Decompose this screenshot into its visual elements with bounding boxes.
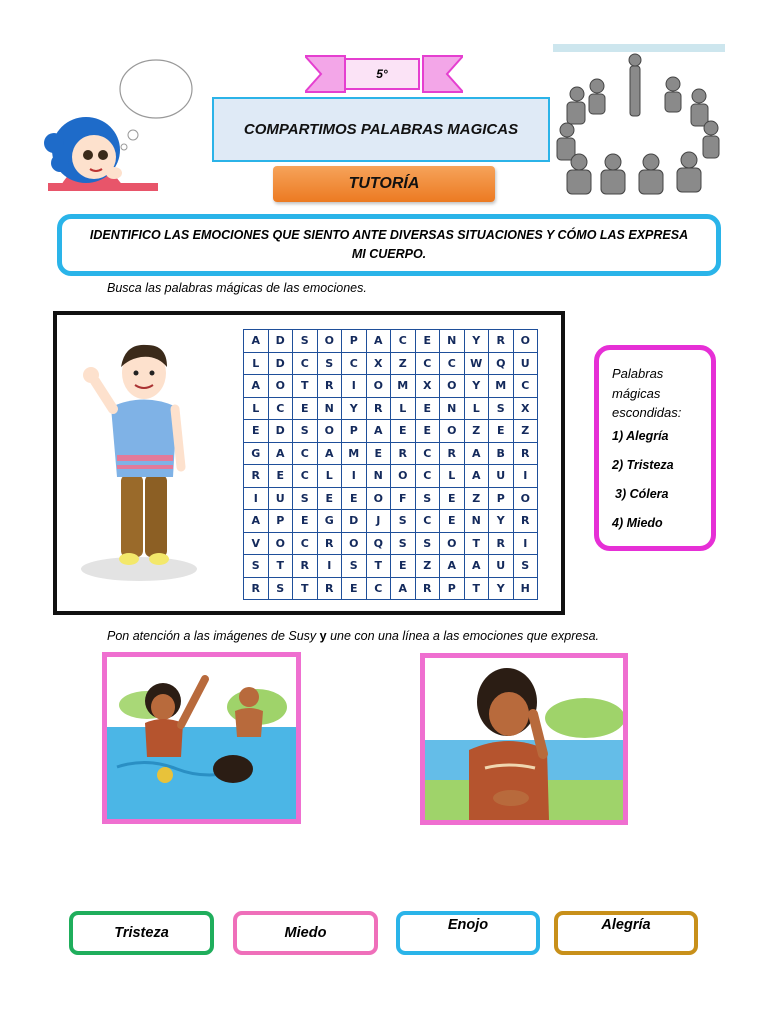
word-search-cell: O xyxy=(366,487,391,510)
word-search-cell: P xyxy=(489,487,514,510)
word-search-cell: I xyxy=(513,465,538,488)
emotion-option-tristeza[interactable] xyxy=(69,911,214,955)
susy-crying-picture xyxy=(420,653,628,825)
word-search-cell: A xyxy=(366,330,391,353)
hidden-word-colera: 3) Cólera xyxy=(615,486,669,501)
word-search-cell: R xyxy=(489,532,514,555)
word-search-cell: A xyxy=(464,442,489,465)
word-search-cell: S xyxy=(391,510,416,533)
girl-thinking-illustration xyxy=(38,55,214,195)
word-search-cell: E xyxy=(293,510,318,533)
emotion-option-miedo[interactable] xyxy=(233,911,378,955)
word-search-cell: Q xyxy=(489,352,514,375)
word-search-cell: R xyxy=(366,397,391,420)
word-search-cell: D xyxy=(268,420,293,443)
word-search-cell: A xyxy=(464,465,489,488)
word-search-cell: P xyxy=(342,420,367,443)
word-search-cell: Z xyxy=(391,352,416,375)
word-search-cell: X xyxy=(513,397,538,420)
word-search-cell: Y xyxy=(489,577,514,600)
word-search-row xyxy=(244,555,538,578)
word-search-cell: N xyxy=(440,397,465,420)
word-search-cell: S xyxy=(293,487,318,510)
word-search-cell: O xyxy=(268,532,293,555)
word-search-cell: R xyxy=(489,330,514,353)
word-search-cell: E xyxy=(268,465,293,488)
word-search-cell: C xyxy=(293,465,318,488)
word-search-cell: C xyxy=(268,397,293,420)
word-search-cell: U xyxy=(268,487,293,510)
word-search-row xyxy=(244,397,538,420)
word-search-cell: S xyxy=(513,555,538,578)
susy-swimming-picture xyxy=(102,652,301,824)
hidden-word-tristeza: 2) Tristeza xyxy=(612,457,674,472)
word-search-cell: C xyxy=(415,352,440,375)
word-search-cell: S xyxy=(293,420,318,443)
word-search-cell: O xyxy=(513,330,538,353)
instruction-match-part1: Pon atención a las imágenes de Susy xyxy=(107,629,320,643)
word-search-cell: E xyxy=(415,397,440,420)
word-search-cell: E xyxy=(415,420,440,443)
word-search-row xyxy=(244,442,538,465)
word-search-cell: L xyxy=(440,465,465,488)
word-search-cell: A xyxy=(366,420,391,443)
word-search-cell: S xyxy=(342,555,367,578)
word-search-cell: S xyxy=(317,352,342,375)
word-search-cell: A xyxy=(244,330,269,353)
word-search-row xyxy=(244,510,538,533)
word-search-cell: R xyxy=(317,375,342,398)
word-search-cell: O xyxy=(440,375,465,398)
word-search-cell: E xyxy=(415,330,440,353)
objective-box: IDENTIFICO LAS EMOCIONES QUE SIENTO ANTE DIVERSAS SITUACIONES Y CÓMO LAS EXPRESA MI CUERPO. xyxy=(57,214,721,276)
word-search-cell: A xyxy=(244,375,269,398)
word-search-cell: P xyxy=(440,577,465,600)
word-search-cell: V xyxy=(244,532,269,555)
word-search-cell: U xyxy=(489,465,514,488)
word-search-cell: O xyxy=(342,532,367,555)
word-search-cell: O xyxy=(513,487,538,510)
word-search-row xyxy=(244,465,538,488)
word-search-cell: E xyxy=(317,487,342,510)
instruction-match-bold: y xyxy=(319,629,327,643)
word-search-row xyxy=(244,375,538,398)
word-search-cell: A xyxy=(244,510,269,533)
word-search-cell: E xyxy=(366,442,391,465)
word-search-row xyxy=(244,330,538,353)
word-search-cell: J xyxy=(366,510,391,533)
word-search-cell: C xyxy=(513,375,538,398)
children-circle-illustration xyxy=(553,44,725,200)
word-search-cell: P xyxy=(268,510,293,533)
word-search-cell: D xyxy=(342,510,367,533)
word-search-cell: S xyxy=(489,397,514,420)
word-search-cell: E xyxy=(391,555,416,578)
word-search-cell: Z xyxy=(415,555,440,578)
word-search-cell: E xyxy=(293,397,318,420)
boy-illustration xyxy=(69,337,219,587)
hidden-word-miedo: 4) Miedo xyxy=(612,515,663,530)
word-search-cell: S xyxy=(268,577,293,600)
word-search-row xyxy=(244,532,538,555)
word-search-cell: E xyxy=(391,420,416,443)
word-search-cell: R xyxy=(317,532,342,555)
word-search-cell: X xyxy=(415,375,440,398)
word-search-cell: E xyxy=(342,487,367,510)
word-search-cell: O xyxy=(366,375,391,398)
word-search-cell: Q xyxy=(366,532,391,555)
word-search-cell: T xyxy=(293,577,318,600)
word-search-cell: C xyxy=(293,442,318,465)
word-search-cell: Y xyxy=(464,330,489,353)
word-search-row xyxy=(244,420,538,443)
word-search-cell: W xyxy=(464,352,489,375)
word-search-cell: D xyxy=(268,352,293,375)
instruction-match-part2: une con una línea a las emociones que expresa. xyxy=(326,629,599,643)
word-search-cell: T xyxy=(464,577,489,600)
word-search-cell: B xyxy=(489,442,514,465)
word-search-cell: E xyxy=(342,577,367,600)
word-search-cell: T xyxy=(464,532,489,555)
emotion-label: Alegría xyxy=(601,917,651,933)
word-search-cell: I xyxy=(342,375,367,398)
word-search-cell: R xyxy=(415,577,440,600)
word-search-cell: N xyxy=(440,330,465,353)
word-search-cell: U xyxy=(489,555,514,578)
word-search-row xyxy=(244,352,538,375)
word-search-cell: Z xyxy=(464,487,489,510)
word-search-cell: U xyxy=(513,352,538,375)
word-search-cell: T xyxy=(366,555,391,578)
word-search-cell: I xyxy=(317,555,342,578)
emotion-label: Miedo xyxy=(284,925,327,941)
word-search-grid xyxy=(243,329,538,600)
word-search-panel xyxy=(53,311,565,615)
word-search-cell: E xyxy=(489,420,514,443)
word-search-cell: I xyxy=(244,487,269,510)
word-search-cell: R xyxy=(244,465,269,488)
hidden-words-title: Palabras mágicas escondidas: xyxy=(612,366,682,420)
word-search-cell: L xyxy=(464,397,489,420)
instruction-word-search: Busca las palabras mágicas de las emociones. xyxy=(107,281,367,295)
word-search-cell: R xyxy=(513,442,538,465)
word-search-cell: S xyxy=(415,532,440,555)
emotion-label: Tristeza xyxy=(114,925,169,941)
word-search-cell: F xyxy=(391,487,416,510)
instruction-match xyxy=(107,629,599,643)
word-search-cell: Z xyxy=(464,420,489,443)
word-search-cell: Y xyxy=(489,510,514,533)
subject-label: TUTORÍA xyxy=(273,166,495,202)
word-search-cell: Y xyxy=(464,375,489,398)
word-search-cell: G xyxy=(317,510,342,533)
word-search-cell: E xyxy=(440,487,465,510)
word-search-cell: L xyxy=(391,397,416,420)
word-search-cell: C xyxy=(366,577,391,600)
word-search-cell: R xyxy=(317,577,342,600)
word-search-cell: A xyxy=(391,577,416,600)
word-search-cell: R xyxy=(244,577,269,600)
word-search-cell: T xyxy=(268,555,293,578)
emotion-option-alegria[interactable] xyxy=(554,911,698,955)
word-search-cell: O xyxy=(317,420,342,443)
word-search-cell: N xyxy=(464,510,489,533)
word-search-cell: O xyxy=(268,375,293,398)
word-search-cell: T xyxy=(293,375,318,398)
word-search-cell: A xyxy=(317,442,342,465)
word-search-cell: M xyxy=(489,375,514,398)
hidden-word-alegria: 1) Alegría xyxy=(612,428,669,443)
word-search-cell: O xyxy=(440,420,465,443)
word-search-cell: A xyxy=(268,442,293,465)
word-search-cell: X xyxy=(366,352,391,375)
hidden-words-box xyxy=(594,345,716,551)
word-search-cell: I xyxy=(342,465,367,488)
word-search-cell: C xyxy=(391,330,416,353)
word-search-cell: S xyxy=(244,555,269,578)
grade-label: 5° xyxy=(344,58,420,90)
word-search-cell: D xyxy=(268,330,293,353)
word-search-cell: C xyxy=(440,352,465,375)
word-search-cell: S xyxy=(293,330,318,353)
word-search-cell: S xyxy=(415,487,440,510)
word-search-cell: L xyxy=(244,397,269,420)
word-search-cell: O xyxy=(440,532,465,555)
emotion-label: Enojo xyxy=(447,917,489,933)
word-search-cell: E xyxy=(244,420,269,443)
word-search-row xyxy=(244,487,538,510)
word-search-cell: P xyxy=(342,330,367,353)
word-search-cell: R xyxy=(391,442,416,465)
word-search-cell: A xyxy=(440,555,465,578)
word-search-cell: M xyxy=(342,442,367,465)
word-search-cell: R xyxy=(513,510,538,533)
word-search-cell: L xyxy=(317,465,342,488)
word-search-row xyxy=(244,577,538,600)
word-search-cell: C xyxy=(415,465,440,488)
emotion-option-enojo[interactable] xyxy=(396,911,540,955)
word-search-cell: L xyxy=(244,352,269,375)
word-search-cell: E xyxy=(440,510,465,533)
word-search-cell: O xyxy=(391,465,416,488)
word-search-cell: M xyxy=(391,375,416,398)
word-search-cell: I xyxy=(513,532,538,555)
word-search-cell: G xyxy=(244,442,269,465)
word-search-cell: S xyxy=(391,532,416,555)
word-search-cell: N xyxy=(317,397,342,420)
word-search-cell: Y xyxy=(342,397,367,420)
word-search-cell: C xyxy=(342,352,367,375)
word-search-cell: A xyxy=(464,555,489,578)
word-search-cell: O xyxy=(317,330,342,353)
page-title: COMPARTIMOS PALABRAS MAGICAS xyxy=(212,97,550,162)
word-search-cell: C xyxy=(293,532,318,555)
word-search-cell: R xyxy=(440,442,465,465)
word-search-cell: R xyxy=(293,555,318,578)
word-search-cell: Z xyxy=(513,420,538,443)
word-search-cell: H xyxy=(513,577,538,600)
word-search-cell: C xyxy=(415,442,440,465)
word-search-cell: N xyxy=(366,465,391,488)
word-search-cell: C xyxy=(415,510,440,533)
word-search-cell: C xyxy=(293,352,318,375)
